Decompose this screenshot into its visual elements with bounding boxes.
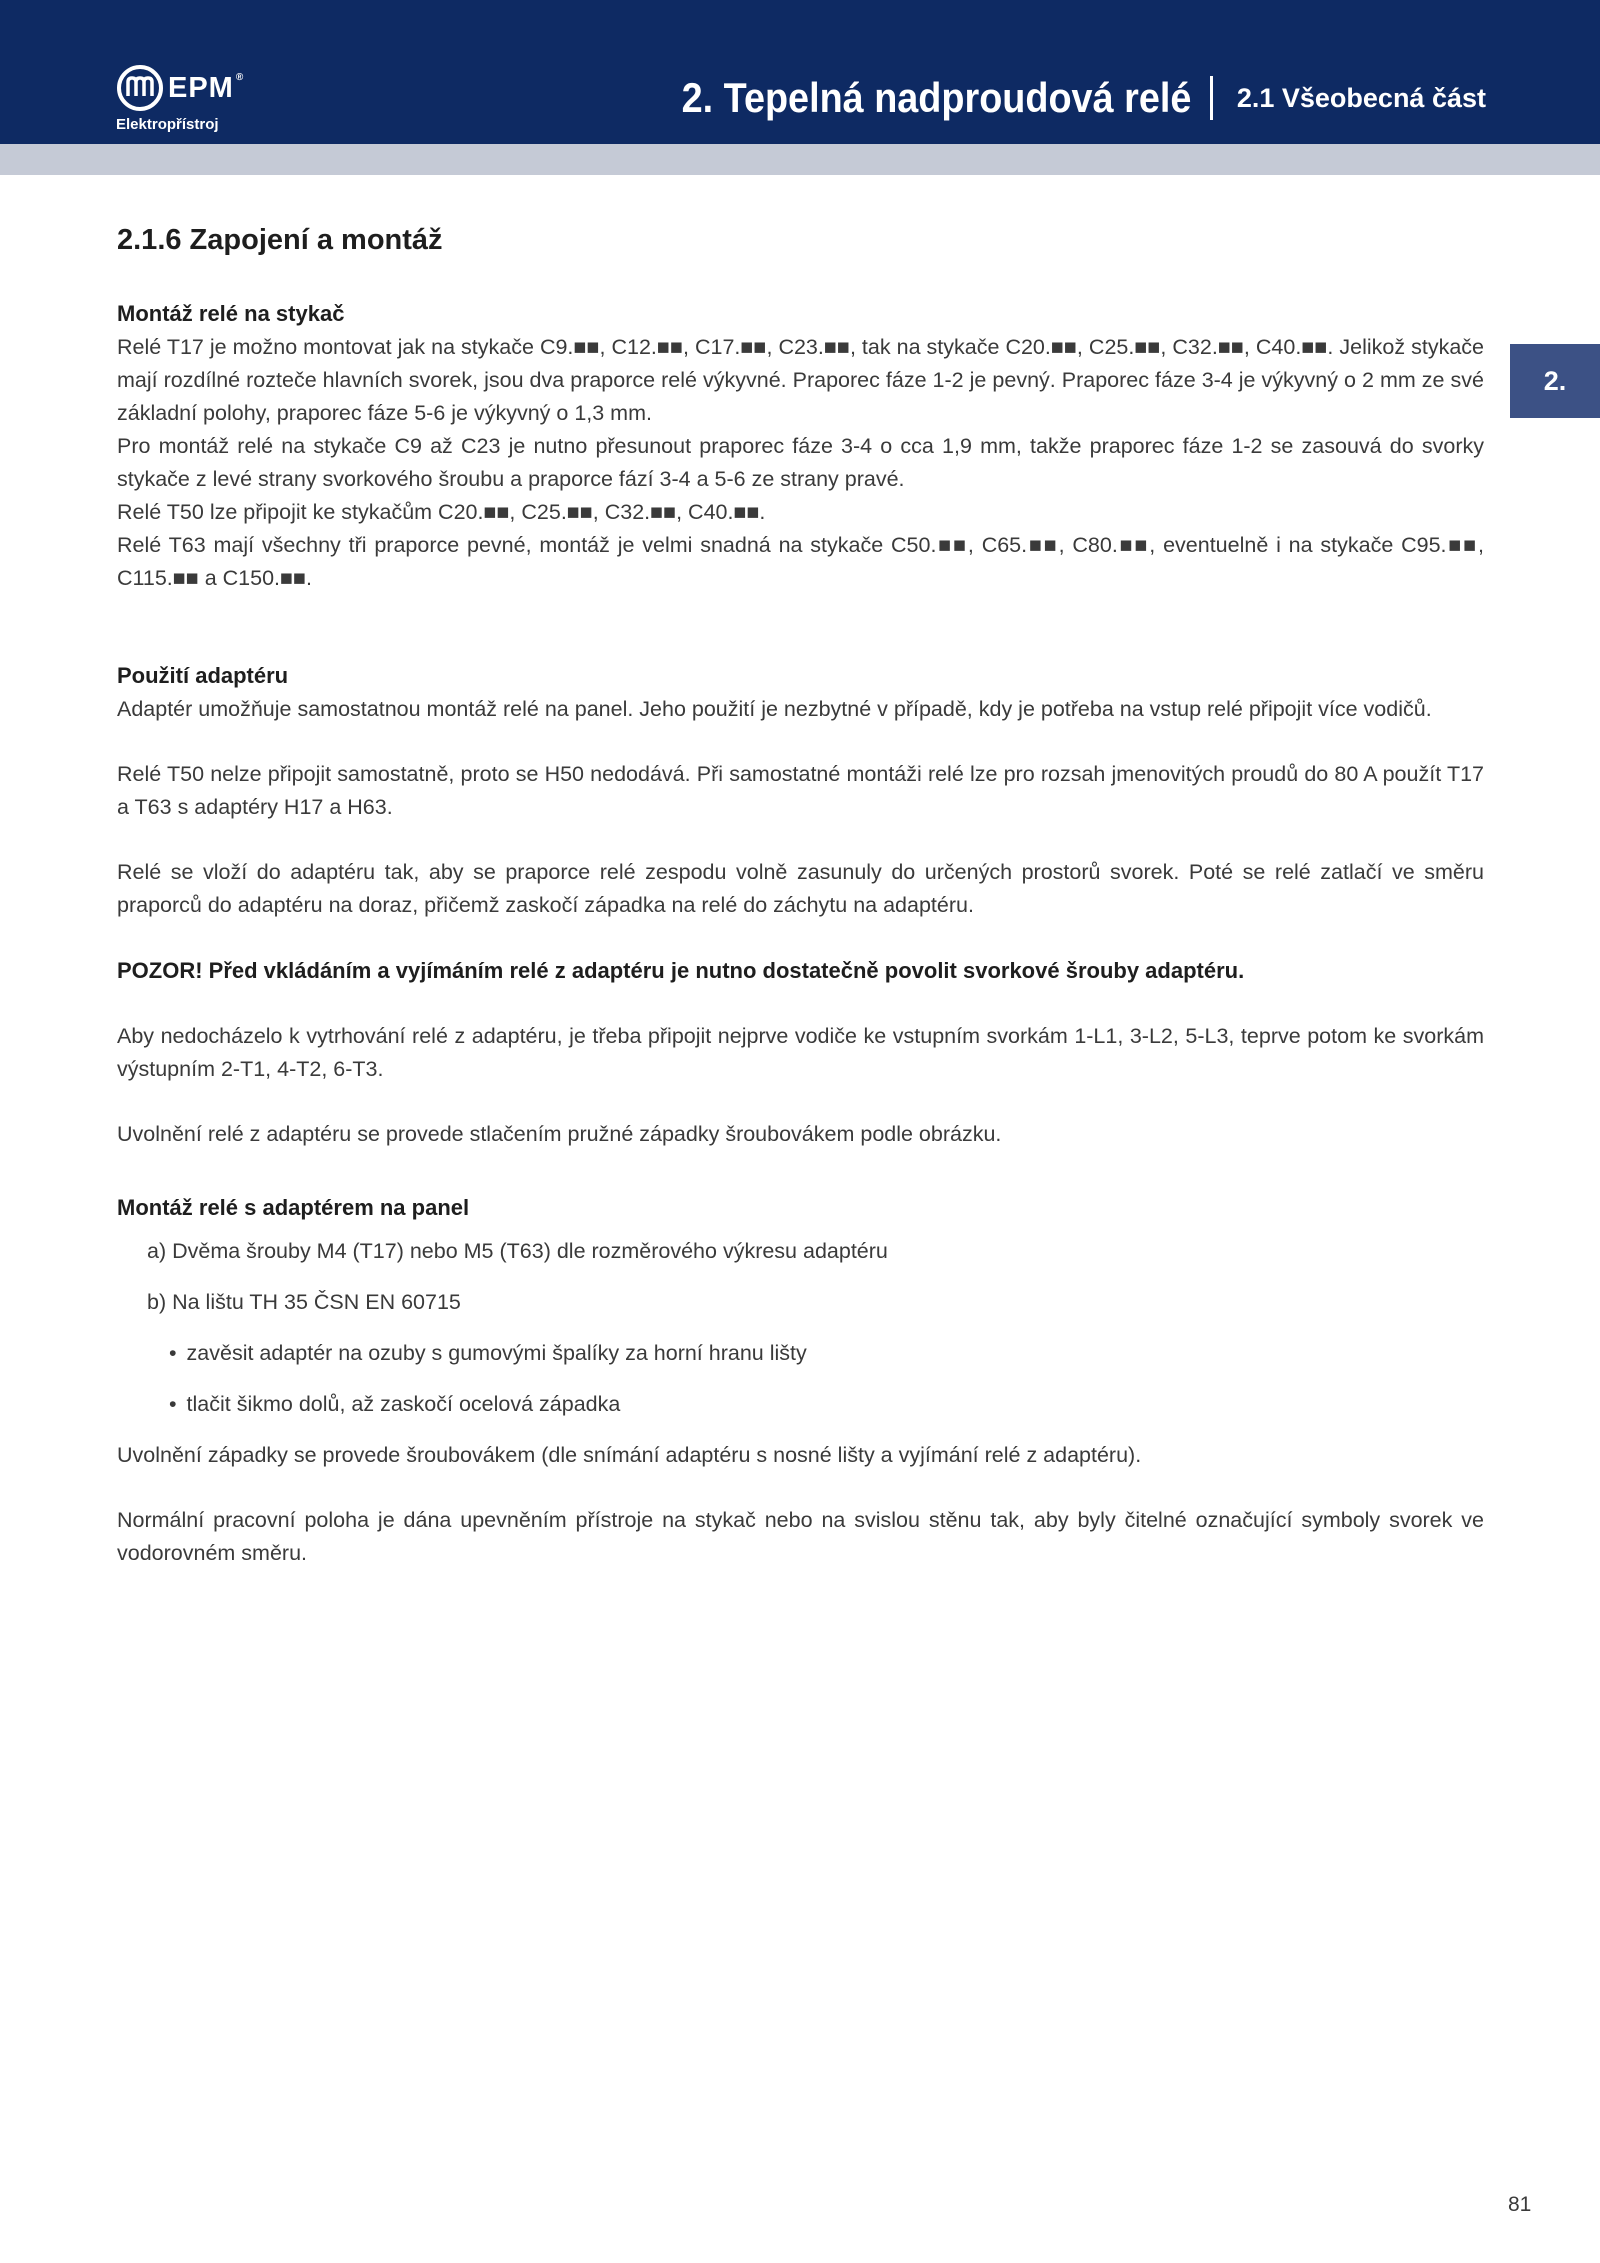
logo-subtitle: Elektropřístroj (116, 116, 219, 133)
header-divider (1210, 76, 1213, 120)
paragraph: Uvolnění relé z adaptéru se provede stlačením pružné západky šroubovákem podle obrázku. (117, 1122, 1002, 1146)
paragraph: Relé se vloží do adaptéru tak, aby se praporce relé zespodu volně zasunuly do určených prostorů svorek. Poté se relé zatlačí ve směru praporců do adaptéru na doraz, přičemž zaskočí západka na relé do záchytu na adaptéru. (117, 860, 1484, 917)
section-panel-mounting (117, 1191, 1484, 1570)
paragraph: Adaptér umožňuje samostatnou montáž relé na panel. Jeho použití je nezbytné v případě, kdy je potřeba na vstup relé připojit více vodičů. (117, 697, 1432, 721)
main-content (117, 224, 1484, 1602)
header-stripe (0, 144, 1600, 175)
bullet-icon: • (169, 1341, 177, 1365)
list-item: • zavěsit adaptér na ozuby s gumovými špalíky za horní hranu lišty (169, 1341, 807, 1365)
warning-block (117, 954, 1484, 988)
section-title: 2.1 Všeobecná část (1236, 82, 1486, 113)
section-title-panel: Montáž relé s adaptérem na panel (117, 1195, 470, 1220)
paragraph-block (117, 758, 1484, 824)
paragraph-block (117, 1020, 1484, 1086)
header-titles (625, 72, 1486, 124)
chapter-title: 2. Tepelná nadproudová relé (682, 74, 1192, 121)
list-item: • tlačit šikmo dolů, až zaskočí ocelová západka (169, 1392, 621, 1416)
section-mounting-on-contactor (117, 297, 1484, 595)
paragraph: Normální pracovní poloha je dána upevněním přístroje na stykač nebo na svislou stěnu tak, aby byly čitelné označující symboly svorek ve vodorovném směru. (117, 1508, 1484, 1565)
list-item: b) Na lištu TH 35 ČSN EN 60715 (147, 1290, 461, 1314)
paragraph: Relé T50 nelze připojit samostatně, proto se H50 nedodává. Při samostatné montáži relé lze pro rozsah jmenovitých proudů do 80 A použít T17 a T63 s adaptéry H17 a H63. (117, 762, 1484, 819)
paragraph-block (117, 1439, 1484, 1472)
epm-logo-icon (116, 64, 164, 112)
paragraph: Pro montáž relé na stykače C9 až C23 je nutno přesunout praporec fáze 3-4 o cca 1,9 mm, takže praporec fáze 1-2 se zasouvá do svorky stykače z levé strany svorkového šroubu a praporce fází 3-4 a 5-6 ze strany pravé. (117, 434, 1484, 491)
paragraph: Relé T17 je možno montovat jak na stykače C9.■■, C12.■■, C17.■■, C23.■■, tak na stykače C20.■■, C25.■■, C32.■■, C40.■■. Jelikož stykače mají rozdílné rozteče hlavních svorek, jsou dva praporce relé výkyvné. Praporec fáze 1-2 je pevný. Praporec fáze 3-4 je výkyvný o 2 mm ze své základní polohy, praporec fáze 5-6 je výkyvný o 1,3 mm. (117, 335, 1484, 425)
list-item: a) Dvěma šrouby M4 (T17) nebo M5 (T63) dle rozměrového výkresu adaptéru (147, 1239, 888, 1263)
bullet-icon: • (169, 1392, 177, 1416)
page-number: 81 (1508, 2193, 1532, 2216)
warning-text: POZOR! Před vkládáním a vyjímáním relé z adaptéru je nutno dostatečně povolit svorkové šrouby adaptéru. (117, 958, 1245, 983)
mounting-options (147, 1235, 1484, 1319)
paragraph: Relé T50 lze připojit ke stykačům C20.■■, C25.■■, C32.■■, C40.■■. (117, 500, 766, 524)
rail-steps (169, 1337, 1484, 1421)
chapter-side-tab: 2. (1510, 344, 1600, 418)
section-adapter-use (117, 659, 1484, 726)
section-title-mounting: Montáž relé na stykač (117, 301, 345, 326)
paragraph: Aby nedocházelo k vytrhování relé z adaptéru, je třeba připojit nejprve vodiče ke vstupním svorkám 1-L1, 3-L2, 5-L3, teprve potom ke svorkám výstupním 2-T1, 4-T2, 6-T3. (117, 1024, 1484, 1081)
company-logo (116, 64, 256, 142)
page-heading: 2.1.6 Zapojení a montáž (117, 224, 443, 256)
section-title-adapter: Použití adaptéru (117, 663, 289, 688)
page-header (0, 0, 1600, 144)
paragraph-block (117, 856, 1484, 922)
paragraph-block (117, 1118, 1484, 1151)
paragraph-block (117, 1504, 1484, 1570)
paragraph: Uvolnění západky se provede šroubovákem (dle snímání adaptéru s nosné lišty a vyjímání relé z adaptéru). (117, 1443, 1142, 1467)
paragraph: Relé T63 mají všechny tři praporce pevné, montáž je velmi snadná na stykače C50.■■, C65.■■, C80.■■, eventuelně i na stykače C95.■■, C115.■■ a C150.■■. (117, 533, 1484, 590)
logo-brand: EPM ® (168, 72, 245, 104)
